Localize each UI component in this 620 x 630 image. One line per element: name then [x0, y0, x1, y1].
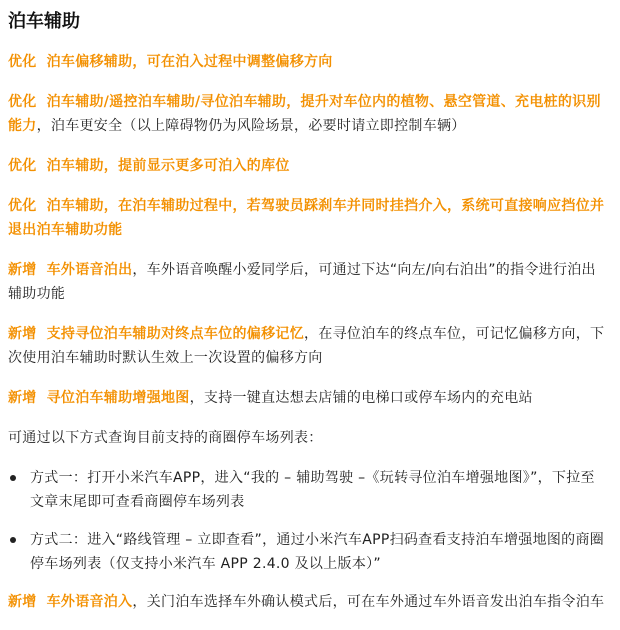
item-highlight: 寻位泊车辅助增强地图: [46, 390, 190, 406]
query-intro: 可通过以下方式查询目前支持的商圈停车场列表：: [8, 430, 323, 446]
item-highlight: 泊车偏移辅助，可在泊入过程中调整偏移方向: [46, 54, 333, 70]
item-text: ，在寻位泊车的终点车位，可记忆偏移方向，下次使用泊车辅助时默认生效上一次设置的偏移方向: [8, 326, 605, 366]
item-highlight: 支持寻位泊车辅助对终点车位的偏移记忆: [46, 326, 305, 342]
item-highlight: 泊车辅助/遥控泊车辅助/寻位泊车辅助，提升对车位内的植物、悬空管道、充电桩的识别能力: [8, 94, 601, 134]
item-tag: 优化: [8, 54, 37, 70]
item-tag: 新增: [8, 262, 37, 278]
item-voice-park-out: [8, 258, 608, 306]
section-title: 泊车辅助: [8, 11, 80, 32]
item-tag: 优化: [8, 198, 37, 214]
item-obstacle-recognition: [8, 90, 608, 138]
item-offset-memory: [8, 322, 608, 370]
list-item-text: 方式二：进入“路线管理 – 立即查看”，通过小米汽车APP扫码查看支持泊车增强地图的商圈停车场列表（仅支持小米汽车 APP 2.4.0 及以上版本）”: [30, 532, 605, 572]
item-voice-park-in: [8, 590, 608, 614]
bullet-dot-icon: [10, 537, 16, 543]
item-tag: 新增: [8, 594, 37, 610]
item-text: ，关门泊车选择车外确认模式后，可在车外通过车外语音发出泊车指令泊车: [132, 594, 605, 610]
item-tag: 优化: [8, 94, 37, 110]
item-more-slots: [8, 154, 608, 178]
query-methods-list: [8, 466, 608, 576]
item-brake-gear-exit: [8, 194, 608, 242]
item-highlight: 泊车辅助，提前显示更多可泊入的库位: [46, 158, 290, 174]
item-highlight: 车外语音泊出: [46, 262, 133, 278]
item-text: ，支持一键直达想去店铺的电梯口或停车场内的充电站: [189, 390, 533, 406]
item-tag: 优化: [8, 158, 37, 174]
item-tag: 新增: [8, 390, 37, 406]
item-highlight: 车外语音泊入: [46, 594, 133, 610]
item-parking-offset: [8, 50, 608, 74]
item-enhanced-map: [8, 386, 608, 410]
list-item: [8, 528, 608, 576]
list-item-text: 方式一：打开小米汽车APP，进入“我的 – 辅助驾驶 –《玩转寻位泊车增强地图》”，下拉至文章末尾即可查看商圈停车场列表: [30, 470, 595, 510]
bullet-dot-icon: [10, 475, 16, 481]
item-text: ，车外语音唤醒小爱同学后，可通过下达“向左/向右泊出”的指令进行泊出辅助功能: [8, 262, 596, 302]
item-highlight: 泊车辅助，在泊车辅助过程中，若驾驶员踩刹车并同时挂挡介入，系统可直接响应挡位并退出泊车辅助功能: [8, 198, 605, 238]
list-item: [8, 466, 608, 514]
item-tag: 新增: [8, 326, 37, 342]
item-text: ，泊车更安全（以上障碍物仍为风险场景，必要时请立即控制车辆）: [36, 118, 466, 134]
